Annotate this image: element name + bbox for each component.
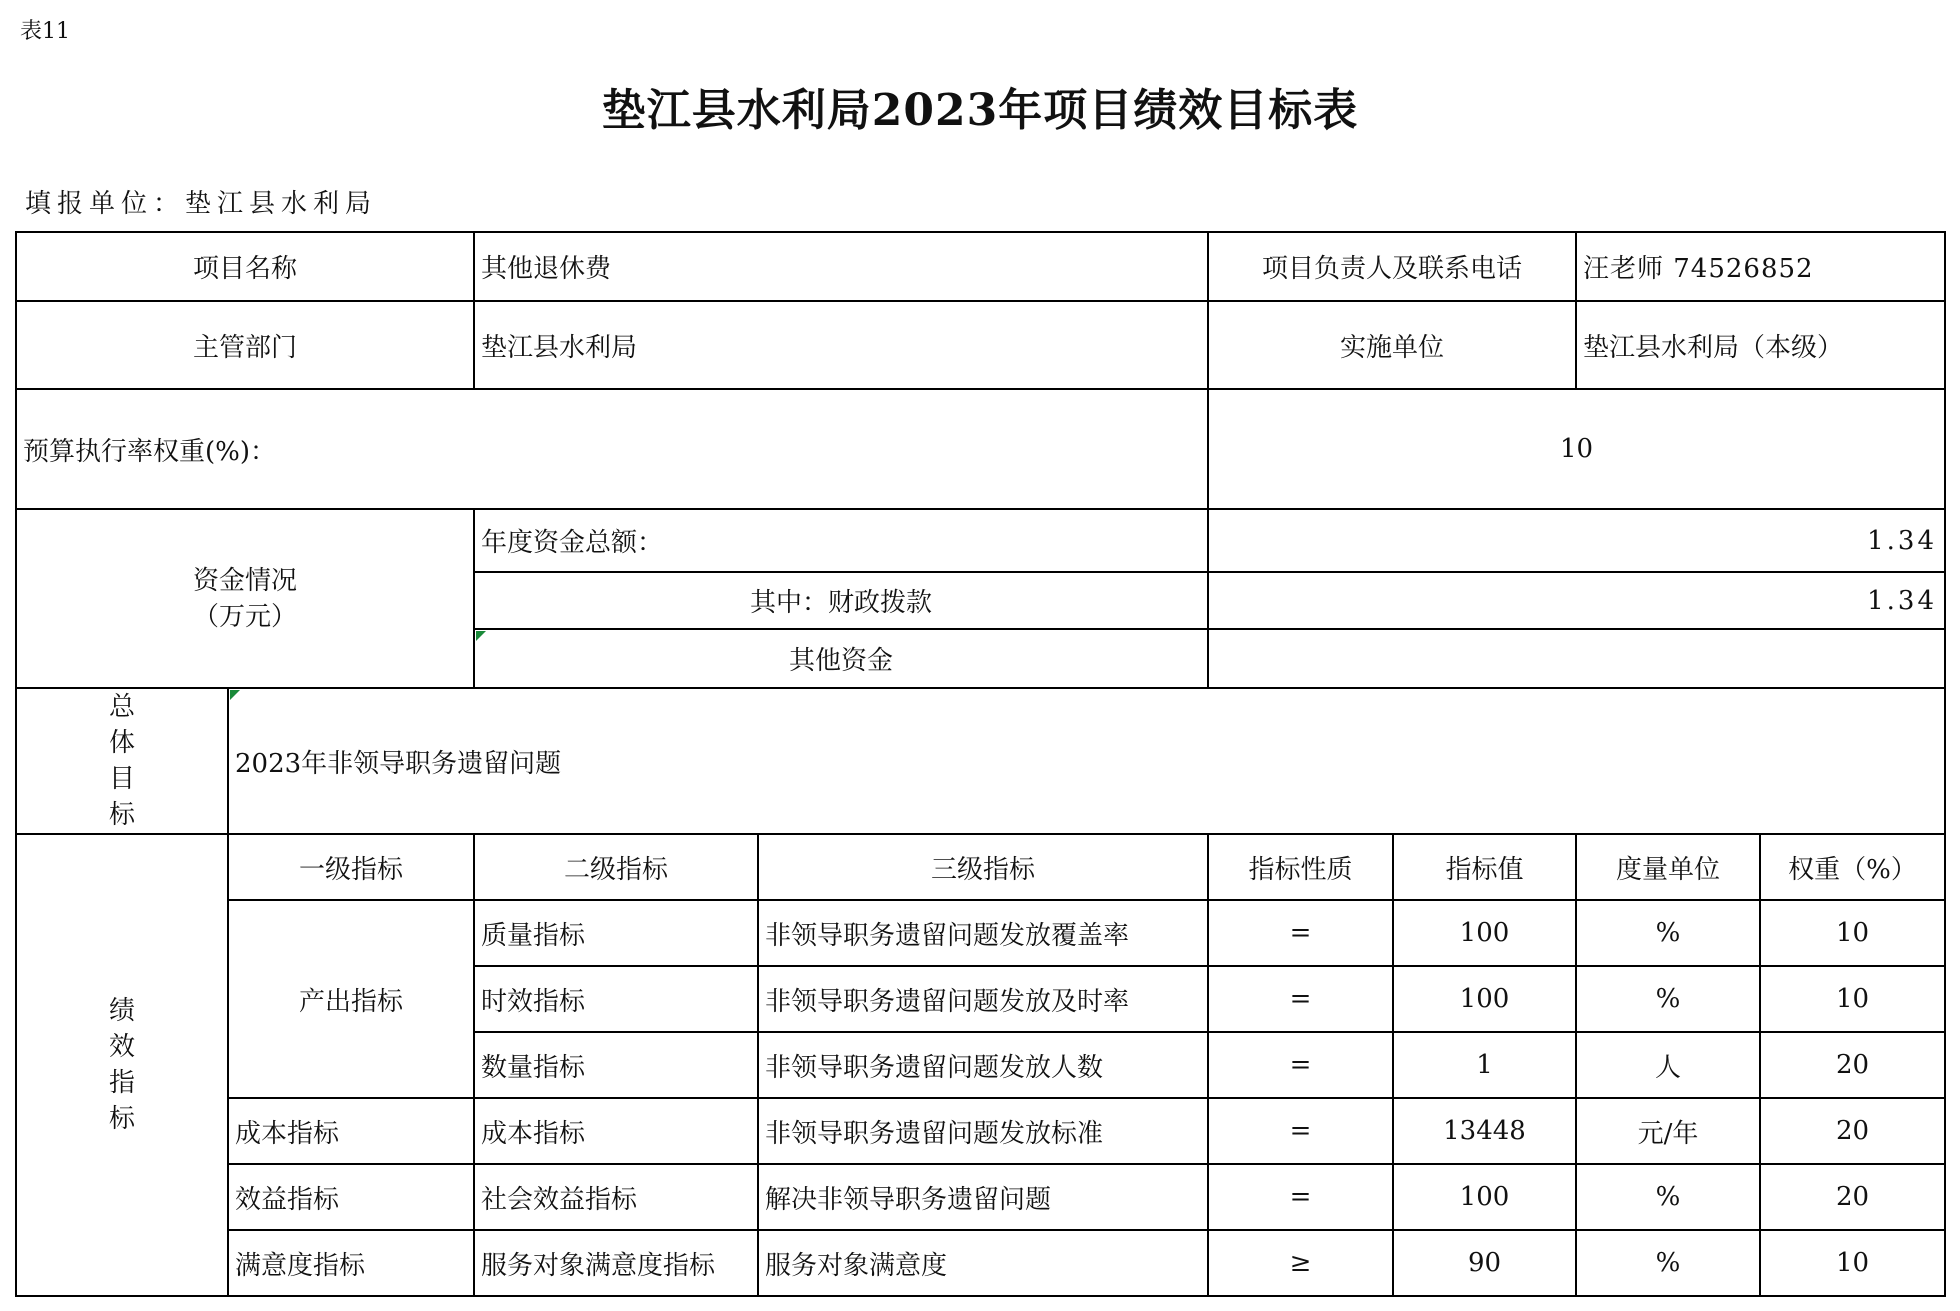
indicator-label-char: 绩 [108,996,135,1026]
value-cell: 100 [1459,1182,1510,1212]
implementing-unit-value: 垫江县水利局（本级） [1583,332,1844,363]
value-cell: 100 [1459,984,1510,1014]
column-header: 一级指标 [298,854,403,885]
contact-value: 汪老师 74526852 [1583,254,1814,284]
department-value: 垫江县水利局 [481,332,638,363]
level3-cell: 非领导职务遗留问题发放人数 [765,1052,1104,1083]
fiscal-allocation-label: 其中：财政拨款 [749,588,932,618]
column-header: 权重（%） [1788,854,1917,885]
output-indicator-group: 产出指标 [298,986,403,1017]
level3-cell: 解决非领导职务遗留问题 [765,1184,1052,1215]
funds-label-line1: 资金情况 [192,565,297,596]
level2-cell: 社会效益指标 [481,1184,638,1215]
column-header: 度量单位 [1615,854,1720,885]
funds-label-line2: （万元） [192,601,297,632]
contact-label: 项目负责人及联系电话 [1261,254,1522,284]
column-header: 三级指标 [930,854,1035,885]
value-cell: 90 [1467,1248,1502,1278]
nature-cell: = [1289,1182,1312,1212]
value-cell: 1 [1476,1050,1493,1080]
level3-cell: 非领导职务遗留问题发放标准 [765,1118,1104,1149]
goal-label-char: 体 [108,728,135,758]
budget-weight-label: 预算执行率权重(%)： [23,436,276,467]
department-label: 主管部门 [192,332,297,363]
weight-cell: 20 [1835,1182,1870,1212]
indicator-label-char: 指 [108,1068,135,1098]
column-header: 二级指标 [563,854,668,885]
unit-cell: % [1655,984,1681,1014]
level2-cell: 数量指标 [481,1052,586,1083]
level1-cell: 效益指标 [235,1184,340,1215]
level3-cell: 服务对象满意度 [765,1250,948,1281]
indicator-label-char: 效 [108,1032,135,1062]
column-header: 指标值 [1445,854,1524,885]
level1-cell: 满意度指标 [235,1250,366,1281]
table-number: 表11 [20,19,70,44]
nature-cell: = [1289,1050,1312,1080]
page-title: 垫江县水利局2023年项目绩效目标表 [601,85,1359,136]
funds-label [16,509,474,688]
level3-cell: 非领导职务遗留问题发放及时率 [765,986,1130,1017]
weight-cell: 10 [1835,1248,1870,1278]
weight-cell: 20 [1835,1050,1870,1080]
project-name-value: 其他退休费 [481,254,612,284]
other-funds-value [1208,629,1945,688]
unit-cell: 元/年 [1637,1118,1699,1149]
annual-total-value: 1.34 [1867,525,1937,556]
budget-weight-value: 10 [1559,434,1594,464]
unit-cell: 人 [1654,1052,1681,1083]
nature-cell: = [1289,1116,1312,1146]
project-name-label: 项目名称 [192,254,297,284]
indicator-label-char: 标 [108,1104,135,1134]
performance-indicators-label [16,834,228,1296]
level1-cell: 成本指标 [235,1118,340,1149]
weight-cell: 10 [1835,984,1870,1014]
level2-cell: 成本指标 [481,1118,586,1149]
unit-cell: % [1655,918,1681,948]
nature-cell: ≥ [1289,1248,1312,1278]
fill-unit: 填报单位：垫江县水利局 [25,189,378,219]
implementing-unit-label: 实施单位 [1339,332,1444,363]
nature-cell: = [1289,984,1312,1014]
level2-cell: 服务对象满意度指标 [481,1250,716,1281]
weight-cell: 10 [1835,918,1870,948]
fiscal-allocation-value: 1.34 [1867,585,1937,616]
column-header: 指标性质 [1248,854,1353,885]
value-cell: 13448 [1443,1116,1526,1146]
overall-goal-label [16,688,228,834]
overall-goal-text: 2023年非领导职务遗留问题 [235,748,562,779]
goal-label-char: 总 [108,692,135,722]
level2-cell: 时效指标 [481,986,586,1017]
goal-label-char: 目 [108,764,135,794]
other-funds-label: 其他资金 [788,646,893,676]
level3-cell: 非领导职务遗留问题发放覆盖率 [765,920,1130,951]
nature-cell: = [1289,918,1312,948]
goal-label-char: 标 [108,800,135,830]
annual-total-label: 年度资金总额： [481,528,664,558]
unit-cell: % [1655,1248,1681,1278]
level2-cell: 质量指标 [481,920,586,951]
value-cell: 100 [1459,918,1510,948]
weight-cell: 20 [1835,1116,1870,1146]
unit-cell: % [1655,1182,1681,1212]
